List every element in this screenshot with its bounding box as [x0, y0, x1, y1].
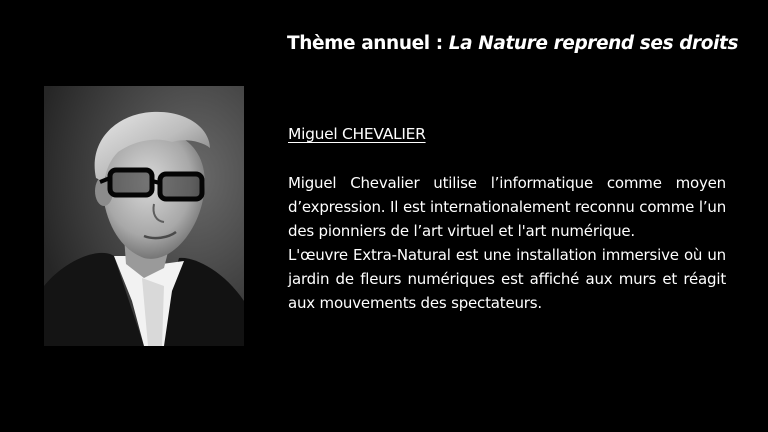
title-theme: La Nature reprend ses droits — [448, 33, 739, 54]
slide-title — [287, 30, 747, 58]
artist-portrait — [44, 86, 244, 346]
title-prefix: Thème annuel : — [287, 33, 449, 54]
portrait-illustration — [44, 86, 244, 346]
description-paragraph-1: Miguel Chevalier utilise l’informatique comme moyen d’expression. Il est internationalement reconnu comme l’un des pionniers de l’art virtuel et l'art numérique. — [288, 174, 726, 240]
artist-description — [288, 171, 726, 315]
artist-name: Miguel CHEVALIER — [288, 125, 426, 143]
description-paragraph-2: L'œuvre Extra-Natural est une installation immersive où un jardin de fleurs numériques est affiché aux murs et réagit aux mouvements des spectateurs. — [288, 246, 726, 312]
